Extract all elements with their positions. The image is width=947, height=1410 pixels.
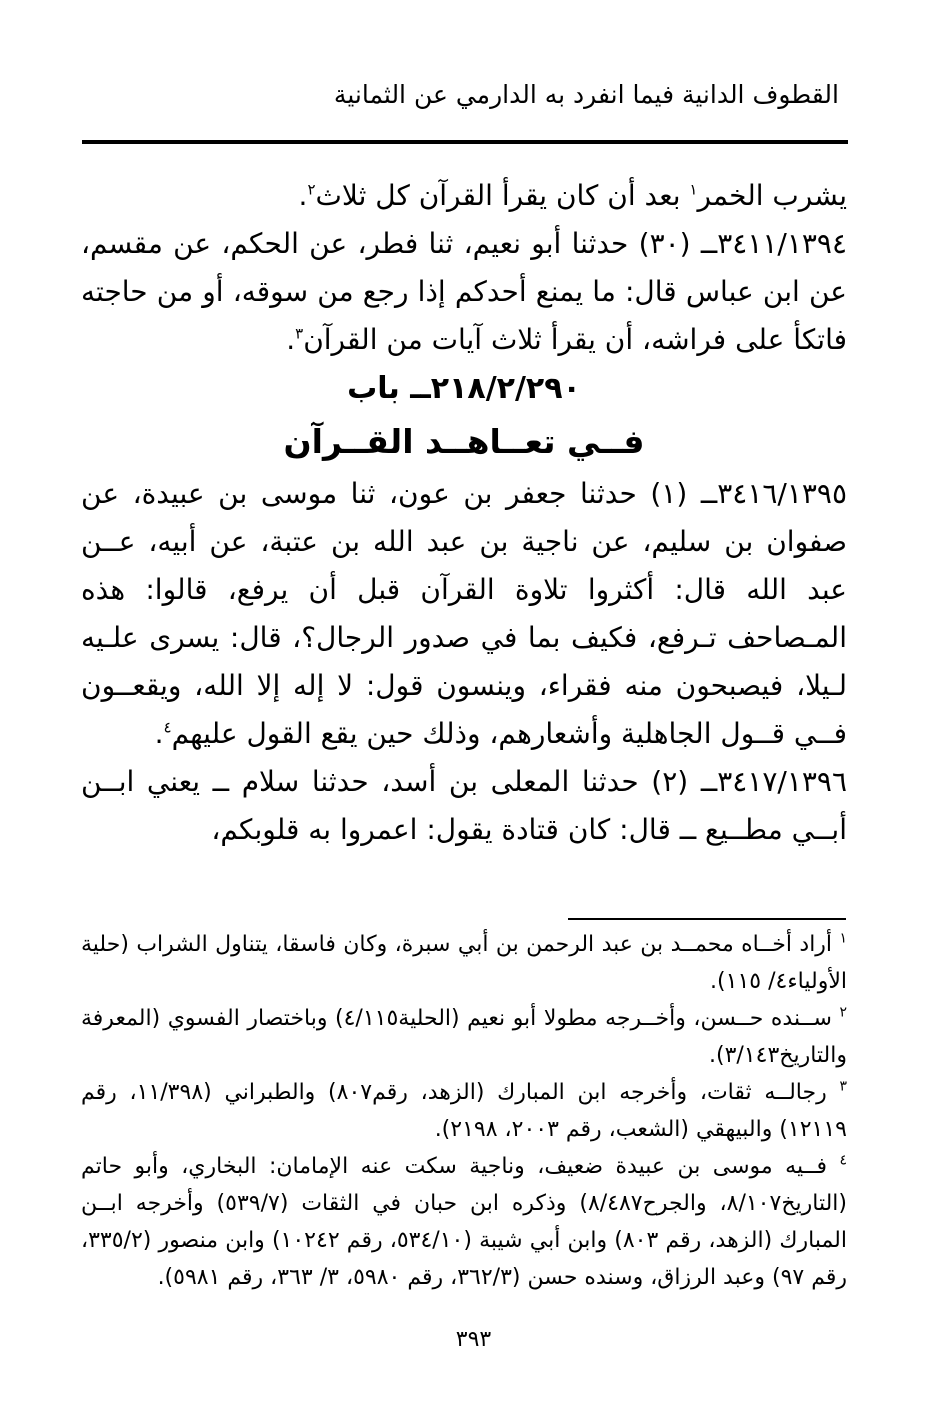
page-number: ٣٩٣ xyxy=(455,1327,492,1352)
paragraph-1-text-b: بعد أن كان يقرأ القرآن كل ثلاث xyxy=(315,179,690,212)
footnote-1-text: أراد أخــاه محمــد بن عبد الرحمن بن أبي سبرة، وكان فاسقا، يتناول الشراب (حلية الأولياء٤/ ١١٥). xyxy=(81,932,847,994)
running-header: القطوف الدانية فيما انفرد به الدارمي عن الثمانية xyxy=(333,80,839,109)
footnote-3-text: رجالــه ثقات، وأخرجه ابن المبارك (الزهد، رقم٨٠٧) والطبراني (١١/٣٩٨، رقم ١٢١١٩) والبيهقي (الشعب، رقم ٢٠٠٣، ٢١٩٨). xyxy=(81,1080,847,1142)
footnote-3 xyxy=(81,1074,847,1148)
hadith-1394-end: . xyxy=(286,323,296,356)
chapter-number: ٢١٨/٢/٢٩٠ــ باب xyxy=(347,371,581,406)
hadith-1395-text: ٣٤١٦/١٣٩٥ــ (١) حدثنا جعفر بن عون، ثنا موسى بن عبيدة، عن صفوان بن سليم، عن ناجية بن عبد الله بن عتبة، عن أبيه، عــن عبد الله قال: أكثروا تلاوة القرآن قبل أن يرفع، قالوا: هذه المـصاحف تـرفع، فكيف بما في صدور الرجال؟، قال: يسرى علـيه لـيلا، فيصبحون منه فقراء، وينسون قول: لا إله إلا الله، ويقعــون فــي قــول الجاهلية وأشعارهم، وذلك حين يقع القول عليهم xyxy=(81,477,847,750)
footnote-4 xyxy=(81,1148,847,1296)
hadith-1395-end: . xyxy=(154,717,164,750)
paragraph-1 xyxy=(81,172,847,220)
footnote-4-text: فــيه موسى بن عبيدة ضعيف، وناجية سكت عنه الإمامان: البخاري، وأبو حاتم (التاريخ٨/١٠٧، والجرح٨/٤٨٧) وذكره ابن حبان في الثقات (٥٣٩/٧) وأخرجه ابــن المبارك (الزهد، رقم ٨٠٣) وابن أبي شيبة (٥٣٤/١٠، رقم ١٠٢٤٢) وابن منصور (٣٣٥/٢، رقم ٩٧) وعبد الرزاق، وسنده حسن (٣٦٢/٣، رقم ٥٩٨٠، ٣/ ٣٦٣، رقم ٥٩٨١). xyxy=(81,1154,848,1290)
hadith-1394-text: ٣٤١١/١٣٩٤ــ (٣٠) حدثنا أبو نعيم، ثنا فطر، عن الحكم، عن مقسم، عن ابن عباس قال: ما يمنع أحدكم إذا رجع من سوقه، أو من حاجته فاتكأ على فراشه، أن يقرأ ثلاث آيات من القرآن xyxy=(81,227,847,356)
footnote-1 xyxy=(81,926,847,1000)
chapter-title: فــي تعــاهــد القــرآن xyxy=(283,422,645,461)
footnote-ref-4[interactable]: ٤ xyxy=(163,718,172,737)
footnote-2 xyxy=(81,1000,847,1074)
hadith-1395 xyxy=(81,470,847,758)
main-text xyxy=(81,172,847,854)
footnote-4-number: ٤ xyxy=(839,1152,847,1169)
hadith-1394 xyxy=(81,220,847,364)
footnote-2-text: ســنده حــسن، وأخــرجه مطولا أبو نعيم (الحلية٤/١١٥) وباختصار الفسوي (المعرفة والتاريخ٣/١٤٣). xyxy=(81,1006,847,1068)
header-rule xyxy=(82,140,848,144)
paragraph-1-text: يشرب الخمر xyxy=(697,179,847,212)
hadith-1396: ٣٤١٧/١٣٩٦ــ (٢) حدثنا المعلى بن أسد، حدثنا سلام ــ يعني ابــن أبــي مطــيع ــ قال: كان قتادة يقول: اعمروا به قلوبكم، xyxy=(81,765,848,846)
footnote-ref-2[interactable]: ٢ xyxy=(307,180,316,199)
footnote-1-number: ١ xyxy=(839,930,847,947)
footnote-ref-1[interactable]: ١ xyxy=(689,180,698,199)
footnote-rule xyxy=(568,918,846,920)
footnote-ref-3[interactable]: ٣ xyxy=(295,324,304,343)
footnote-2-number: ٢ xyxy=(839,1004,847,1021)
paragraph-1-end: . xyxy=(298,179,308,212)
footnotes xyxy=(81,926,847,1296)
footnote-3-number: ٣ xyxy=(839,1078,847,1095)
